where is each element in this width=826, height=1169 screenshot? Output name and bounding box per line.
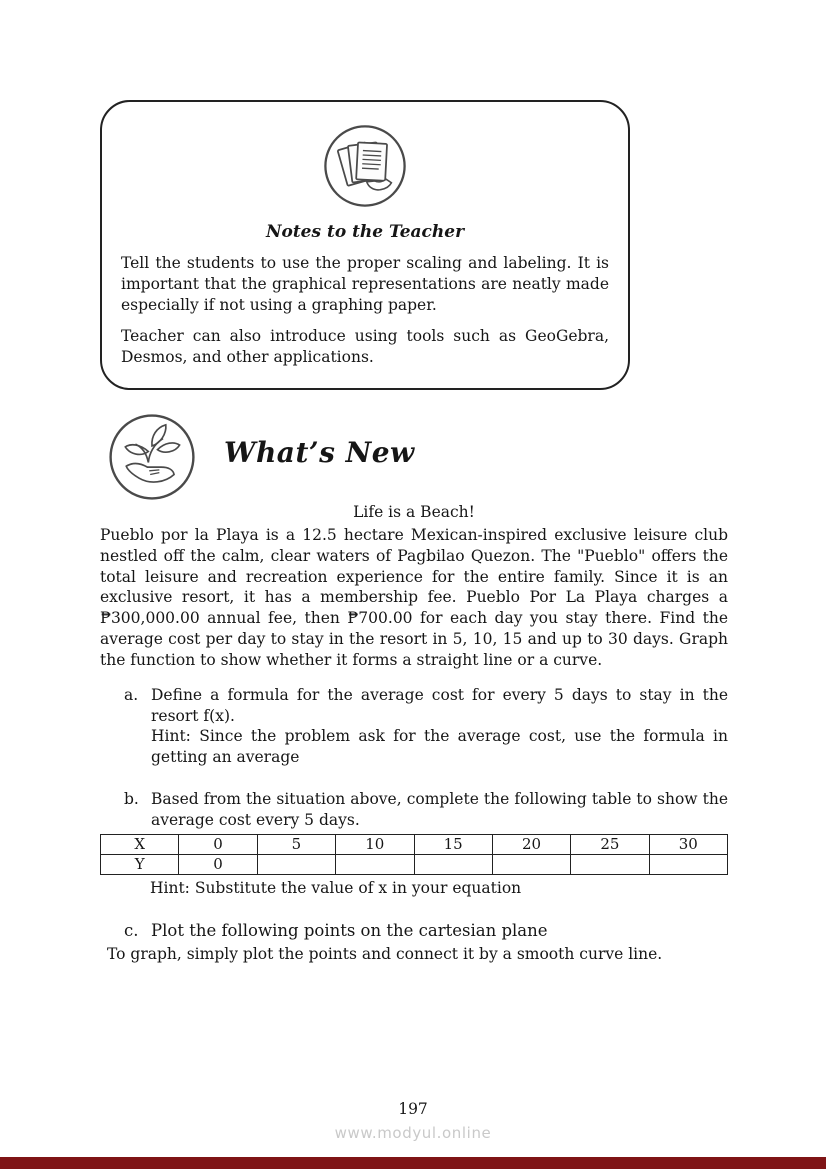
table-cell-empty xyxy=(571,854,649,874)
teacher-notes-paragraph-2: Teacher can also introduce using tools such as GeoGebra, Desmos, and other applications. xyxy=(121,327,609,367)
table-row-y xyxy=(101,854,728,874)
item-c-text: Plot the following points on the cartesian plane xyxy=(151,920,548,940)
table-cell: 0 xyxy=(179,834,257,854)
list-label-b: b. xyxy=(124,790,139,809)
table-row-x xyxy=(101,834,728,854)
table-cell: 10 xyxy=(336,834,414,854)
item-b-hint: Hint: Substitute the value of x in your equation xyxy=(150,878,522,897)
table-cell-empty xyxy=(649,854,727,874)
table-cell: X xyxy=(101,834,179,854)
list-label-c: c. xyxy=(124,920,139,940)
table-cell-empty xyxy=(257,854,335,874)
notes-papers-icon xyxy=(321,122,409,210)
whats-new-header xyxy=(100,411,728,503)
whats-new-heading: What’s New xyxy=(224,436,415,470)
teacher-notes-title: Notes to the Teacher xyxy=(265,222,465,242)
page-content xyxy=(100,100,728,963)
activity-title: Life is a Beach! xyxy=(353,502,475,521)
table-cell-empty xyxy=(414,854,492,874)
intro-paragraph: Pueblo por la Playa is a 12.5 hectare Mexican-inspired exclusive leisure club nestled off the calm, clear waters of Pagbilao Quezon. The "Pueblo" offers the total leisure and recreation experience for the entire family. Since it is an exclusive resort, it has a membership fee. Pueblo Por La Playa charges a ₱300,000.00 annual fee, then ₱700.00 for each day you stay there. Find the average cost per day to stay in the resort in 5, 10, 15 and up to 30 days. Graph the function to show whether it forms a straight line or a curve. xyxy=(100,525,728,669)
list-item-c xyxy=(124,920,728,942)
table-cell: 25 xyxy=(571,834,649,854)
table-cell: 15 xyxy=(414,834,492,854)
list-label-a: a. xyxy=(124,685,139,704)
table-cell: 20 xyxy=(492,834,570,854)
list-item-b xyxy=(124,789,728,831)
page-number: 197 xyxy=(398,1100,428,1118)
hand-plant-icon xyxy=(106,411,198,503)
list-item-a xyxy=(124,685,728,768)
table-cell: 30 xyxy=(649,834,727,854)
xy-values-table xyxy=(100,834,728,875)
teacher-notes-paragraph-1: Tell the students to use the proper scaling and labeling. It is important that the graphical representations are neatly made especially if not using a graphing paper. xyxy=(121,254,609,314)
table-cell: Y xyxy=(101,854,179,874)
table-cell-empty xyxy=(492,854,570,874)
item-c-note: To graph, simply plot the points and connect it by a smooth curve line. xyxy=(107,944,663,963)
table-cell: 5 xyxy=(257,834,335,854)
teacher-notes-box xyxy=(100,100,630,390)
footer-bar xyxy=(0,1157,826,1169)
watermark: www.modyul.online xyxy=(334,1124,492,1142)
table-cell: 0 xyxy=(179,854,257,874)
item-a-text: Define a formula for the average cost for every 5 days to stay in the resort f(x). xyxy=(151,685,728,725)
item-a-hint: Hint: Since the problem ask for the average cost, use the formula in getting an average xyxy=(151,727,728,767)
table-cell-empty xyxy=(336,854,414,874)
item-b-text: Based from the situation above, complete the following table to show the average cost every 5 days. xyxy=(151,790,728,829)
